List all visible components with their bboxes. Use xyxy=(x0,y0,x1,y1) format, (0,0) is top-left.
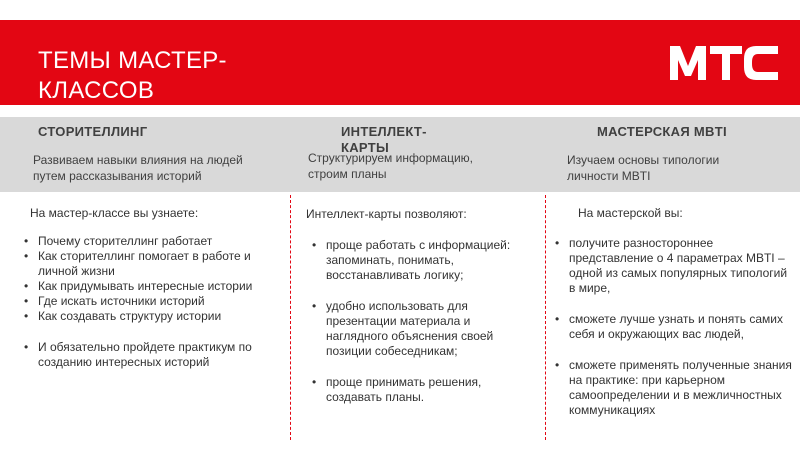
list-mindmaps xyxy=(310,238,520,405)
list-item: • Где искать источники историй xyxy=(22,294,272,309)
list-item: • И обязательно пройдете практикум по созданию интересных историй xyxy=(22,340,272,370)
list-item: • Почему сторителлинг работает xyxy=(22,234,272,249)
column-title-mbti: МАСТЕРСКАЯ MBTI xyxy=(597,124,727,139)
column-title-mindmaps: ИНТЕЛЛЕКТ-КАРТЫ xyxy=(341,124,427,155)
list-item: • Как создавать структуру истории xyxy=(22,309,272,324)
intro-storytelling: На мастер-классе вы узнаете: xyxy=(30,206,199,220)
list-mbti xyxy=(553,236,793,418)
column-divider xyxy=(545,195,547,440)
list-item: • Как придумывать интересные истории xyxy=(22,279,272,294)
intro-mindmaps: Интеллект-карты позволяют: xyxy=(306,207,467,221)
column-subtitle-mbti: Изучаем основы типологии личности MBTI xyxy=(567,153,720,183)
list-item: • получите разностороннее представление о 4 параметрах MBTI – одной из самых популярных типологий в мире, xyxy=(553,236,793,296)
column-subtitle-mindmaps: Структурируем информацию, строим планы xyxy=(308,151,474,181)
column-divider xyxy=(290,195,292,440)
list-item: • сможете применять полученные знания на практике: при карьерном самоопределении и в межличностных коммуникациях xyxy=(553,358,793,418)
intro-mbti: На мастерской вы: xyxy=(578,206,683,220)
list-item: • Как сторителлинг помогает в работе и личной жизни xyxy=(22,249,272,279)
list-item: • удобно использовать для презентации материала и наглядного объяснения своей позиции собеседникам; xyxy=(310,299,520,359)
column-subtitle-storytelling: Развиваем навыки влияния на людей путем рассказывания историй xyxy=(33,153,243,183)
list-item: • сможете лучше узнать и понять самих себя и окружающих вас людей, xyxy=(553,312,793,342)
header-banner xyxy=(0,20,800,105)
column-title-storytelling: СТОРИТЕЛЛИНГ xyxy=(38,124,148,139)
page-title: ТЕМЫ МАСТЕР-КЛАССОВ xyxy=(38,47,227,104)
list-item: • проще работать с информацией: запоминать, понимать, восстанавливать логику; xyxy=(310,238,520,283)
list-item: • проще принимать решения, создавать планы. xyxy=(310,375,520,405)
list-storytelling xyxy=(22,234,272,370)
mts-logo xyxy=(664,34,784,90)
